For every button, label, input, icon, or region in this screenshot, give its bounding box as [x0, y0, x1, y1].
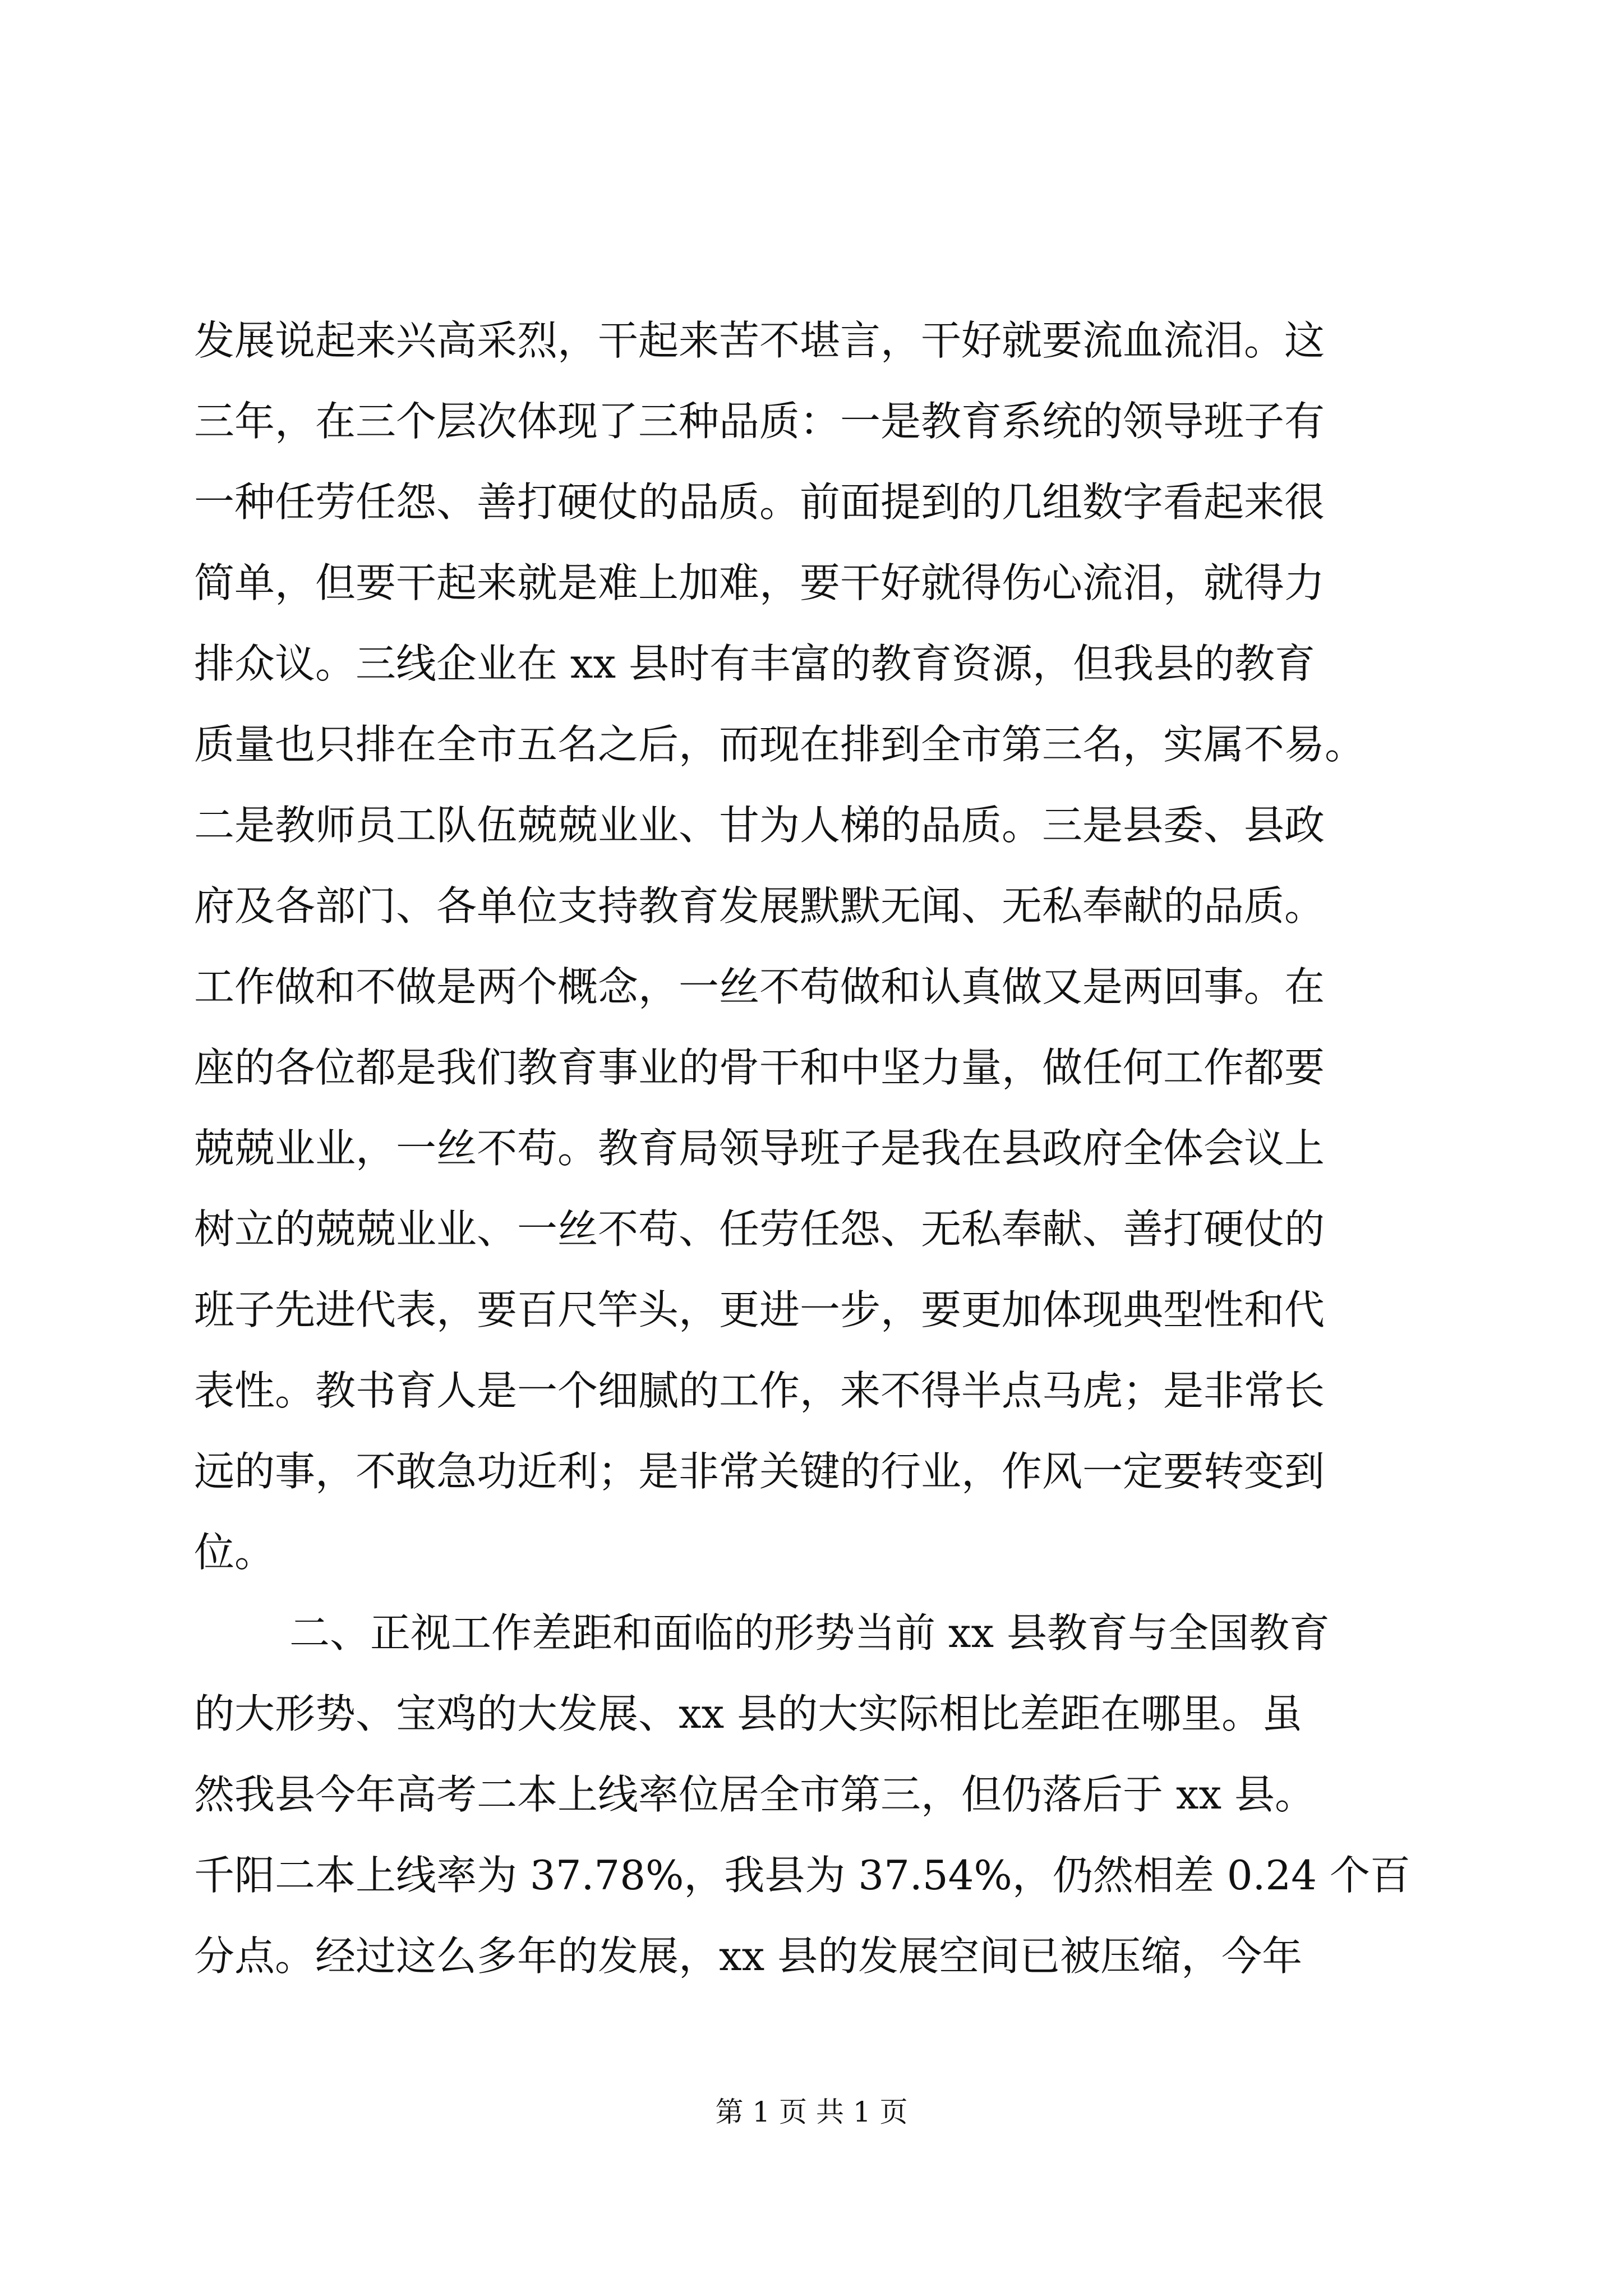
text-line: 座的各位都是我们教育事业的骨干和中坚力量，做任何工作都要	[194, 1044, 1325, 1091]
text-line: 远的事，不敢急功近利；是非常关键的行业，作风一定要转变到	[194, 1448, 1325, 1495]
text-line: 树立的兢兢业业、一丝不苟、任劳任怨、无私奉献、善打硬仗的	[194, 1205, 1325, 1253]
text-line: 府及各部门、各单位支持教育发展默默无闻、无私奉献的品质。	[194, 882, 1325, 930]
text-line: 千阳二本上线率为 37.78%，我县为 37.54%，仍然相差 0.24 个百	[194, 1852, 1410, 1899]
page-footer	[0, 2095, 1623, 2129]
text-line: 工作做和不做是两个概念，一丝不苟做和认真做又是两回事。在	[194, 963, 1325, 1010]
text-line: 兢兢业业，一丝不苟。教育局领导班子是我在县政府全体会议上	[194, 1125, 1325, 1172]
text-line: 的大形势、宝鸡的大发展、xx 县的大实际相比差距在哪里。虽	[194, 1690, 1303, 1737]
text-line: 二是教师员工队伍兢兢业业、甘为人梯的品质。三是县委、县政	[194, 802, 1325, 849]
section-heading-line: 二、正视工作差距和面临的形势当前 xx 县教育与全国教育	[289, 1609, 1330, 1657]
text-line: 简单，但要干起来就是难上加难，要干好就得伤心流泪，就得力	[194, 559, 1325, 606]
body-text	[194, 300, 1433, 1996]
text-line: 然我县今年高考二本上线率位居全市第三，但仍落后于 xx 县。	[194, 1771, 1315, 1818]
text-line: 表性。教书育人是一个细腻的工作，来不得半点马虎；是非常长	[194, 1367, 1325, 1414]
text-line: 一种任劳任怨、善打硬仗的品质。前面提到的几组数字看起来很	[194, 478, 1325, 526]
text-line: 位。	[194, 1529, 275, 1576]
text-line: 排众议。三线企业在 xx 县时有丰富的教育资源，但我县的教育	[194, 640, 1315, 687]
text-line: 三年，在三个层次体现了三种品质：一是教育系统的领导班子有	[194, 398, 1325, 445]
text-line: 分点。经过这么多年的发展，xx 县的发展空间已被压缩，今年	[194, 1932, 1303, 1980]
text-line: 发展说起来兴高采烈，干起来苦不堪言，干好就要流血流泪。这	[194, 317, 1325, 364]
page-number: 第 1 页 共 1 页	[715, 2096, 908, 2128]
text-line: 质量也只排在全市五名之后，而现在排到全市第三名，实属不易。	[194, 721, 1366, 768]
text-line: 班子先进代表，要百尺竿头，更进一步，要更加体现典型性和代	[194, 1286, 1325, 1333]
